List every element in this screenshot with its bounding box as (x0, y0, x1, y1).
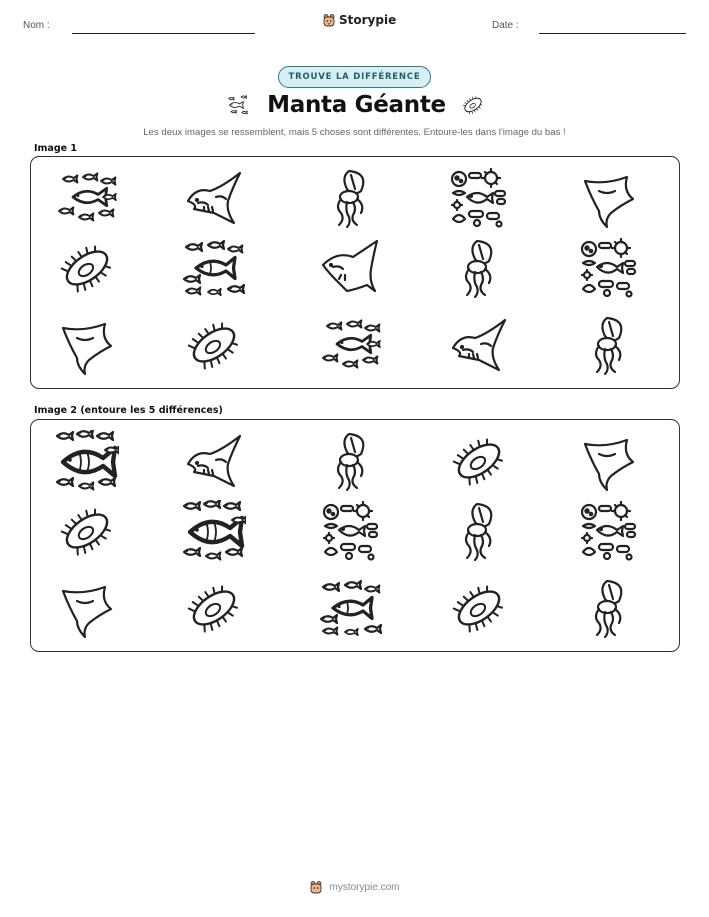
image1-cell-jellyfish-icon (319, 167, 383, 229)
image1-cell-bacterium-icon (182, 314, 246, 376)
image1-cell-fish-school-small-icon (319, 314, 383, 376)
storypie-footer-icon (309, 880, 323, 894)
footer (0, 880, 709, 894)
date-label: Date : (492, 20, 519, 31)
image2-cell-plankton-icon[interactable] (319, 500, 383, 562)
image1-cell-bacterium-icon (55, 237, 119, 299)
title-row (0, 92, 709, 118)
image1-cell-fish-school-icon (182, 237, 246, 299)
image2-cell-manta-ray-small-icon[interactable] (577, 430, 641, 492)
date-field[interactable] (539, 33, 686, 34)
footer-url[interactable]: mystorypie.com (329, 881, 400, 893)
image2-cell-jellyfish-icon[interactable] (577, 577, 641, 639)
find-difference-badge: TROUVE LA DIFFÉRENCE (278, 66, 431, 88)
name-field[interactable] (72, 33, 255, 34)
image1-cell-manta-ray-icon (182, 167, 246, 229)
page-title: Manta Géante (267, 92, 446, 118)
image1-cell-jellyfish-icon (577, 314, 641, 376)
image2-cell-manta-ray-small-icon[interactable] (55, 577, 119, 639)
image1-cell-manta-ray-icon (447, 314, 511, 376)
image1-label: Image 1 (34, 143, 78, 154)
image2-cell-manta-ray-icon[interactable] (182, 430, 246, 492)
image2-cell-plankton-icon[interactable] (577, 500, 641, 562)
image2-panel[interactable] (30, 419, 680, 652)
image1-cell-manta-ray-tilted-icon (319, 237, 383, 299)
image1-cell-manta-ray-small-icon (577, 167, 641, 229)
instructions-text: Les deux images se ressemblent, mais 5 choses sont différentes. Entoure-les dans l'image du bas ! (143, 127, 566, 138)
image2-cell-fish-school-icon[interactable] (319, 577, 383, 639)
image1-cell-plankton-icon (577, 237, 641, 299)
name-label: Nom : (23, 20, 50, 31)
image1-cell-manta-ray-small-icon (55, 314, 119, 376)
brand-logo (322, 13, 396, 27)
brand-name: Storypie (339, 13, 397, 27)
image2-cell-bacterium-icon[interactable] (182, 577, 246, 639)
image1-cell-fish-school-small-icon (55, 167, 119, 229)
image2-cell-bacterium-icon[interactable] (55, 500, 119, 562)
image2-cell-fish-school-large-icon[interactable] (182, 500, 246, 562)
image1-panel (30, 156, 680, 389)
image1-cell-jellyfish-icon (447, 237, 511, 299)
fish-school-icon (223, 93, 253, 117)
image2-cell-bacterium-icon[interactable] (447, 577, 511, 639)
image2-cell-jellyfish-icon[interactable] (447, 500, 511, 562)
image1-cell-plankton-icon (447, 167, 511, 229)
image2-cell-fish-school-large-icon[interactable] (55, 430, 119, 492)
bacterium-icon (460, 93, 486, 117)
storypie-logo-icon (322, 13, 336, 27)
image2-cell-jellyfish-icon[interactable] (319, 430, 383, 492)
image2-label: Image 2 (entoure les 5 différences) (34, 405, 223, 416)
image2-cell-bacterium-icon[interactable] (447, 430, 511, 492)
